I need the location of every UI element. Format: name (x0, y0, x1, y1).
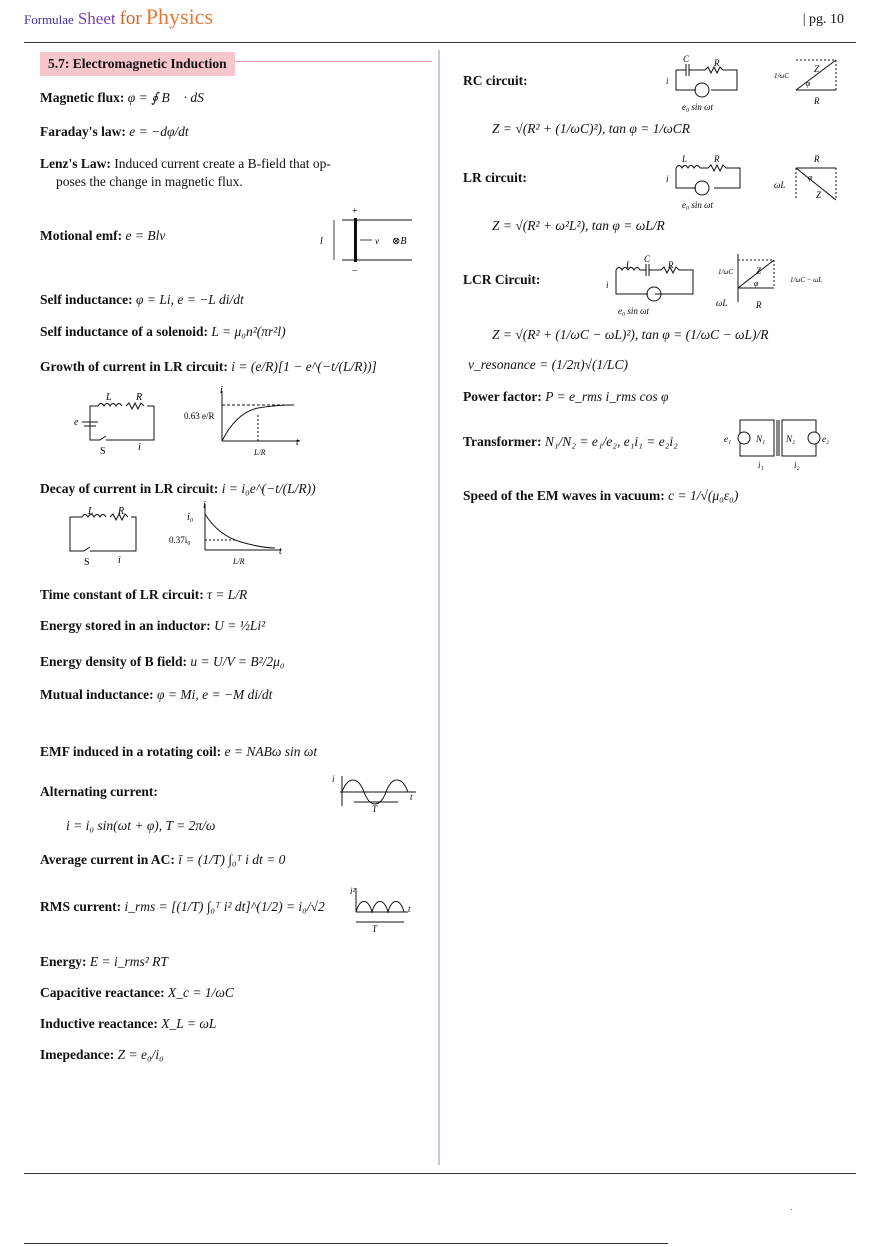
label-inv-omegaC-minus-omegaL: 1/ωC − ωL (790, 276, 823, 284)
lcr-circuit-label: LCR Circuit: (463, 272, 541, 287)
label-L: L (626, 260, 632, 270)
energy-inductor: Energy stored in an inductor: U = ½Li² (40, 618, 266, 633)
rc-circuit-diagram (658, 52, 848, 116)
label-R: R (118, 506, 125, 517)
label-i: i (666, 76, 669, 86)
lr-circuit-label: LR circuit: (463, 170, 527, 185)
label-t: t (296, 437, 299, 448)
label-i1: i₁ (758, 460, 764, 470)
lcr-circuit-diagram (598, 250, 848, 320)
label-e: e (74, 417, 79, 428)
transformer-diagram (722, 412, 840, 476)
power-factor: Power factor: P = e_rms i_rms cos φ (463, 389, 669, 404)
label-omegaL: ωL (774, 180, 786, 190)
average-current: Average current in AC: ī = (1/T) ∫₀ᵀ i dt = 0 (40, 852, 286, 867)
label-phi: φ (806, 79, 811, 88)
label-i0: i₀ (187, 512, 194, 523)
label-phi: φ (808, 173, 813, 182)
label-t: t (408, 904, 411, 914)
label-R: R (136, 392, 143, 403)
capacitive-reactance: Capacitive reactance: X_c = 1/ωC (40, 985, 234, 1000)
label-decay-y: 0.37i₀ (169, 535, 191, 545)
label-N1: N₁ (756, 434, 766, 444)
rotating-coil-emf: EMF induced in a rotating coil: e = NABω sin ωt (40, 744, 318, 759)
ac-sine-graph (328, 772, 420, 818)
label-L-over-R: L/R (233, 557, 245, 566)
rc-circuit-label: RC circuit: (463, 73, 528, 88)
label-R: R (756, 300, 762, 310)
label-omegaL: ωL (716, 298, 728, 308)
label-e0sin: e₀ sin ωt (682, 102, 713, 112)
label-R: R (814, 96, 820, 106)
rc-formula: Z = √(R² + (1/ωC)²), tan φ = 1/ωCR (492, 121, 690, 136)
watermark-mark: · (790, 1204, 793, 1214)
lr-decay: Decay of current in LR circuit: i = i₀e^(−t/(L/R)) (40, 481, 316, 496)
inductive-reactance: Inductive reactance: X_L = ωL (40, 1016, 217, 1031)
label-Z: Z (756, 266, 762, 276)
lcr-formula: Z = √(R² + (1/ωC − ωL)²), tan φ = (1/ωC − ωL)/R (492, 327, 769, 342)
label-i: i (118, 555, 121, 566)
label-R: R (714, 58, 720, 68)
label-growth-y: 0.63 e/R (184, 411, 215, 421)
label-e2: e₂ (822, 434, 830, 444)
label-l: l (320, 236, 323, 247)
alternating-current-formula: i = i₀ sin(ωt + φ), T = 2π/ω (66, 818, 216, 833)
label-T: T (372, 804, 378, 814)
time-constant: Time constant of LR circuit: τ = L/R (40, 587, 248, 602)
motional-emf-diagram (312, 204, 422, 276)
self-inductance: Self inductance: φ = Li, e = −L di/dt (40, 292, 244, 307)
label-i: i (332, 774, 335, 784)
label-e0sin: e₀ sin ωt (618, 306, 649, 316)
title-word-2: Sheet (77, 9, 116, 28)
label-Z: Z (814, 64, 820, 74)
label-N2: N₂ (786, 434, 796, 444)
label-i2: i₂ (794, 460, 800, 470)
label-inv-omegaC: 1/ωC (718, 268, 734, 276)
transformer: Transformer: N₁/N₂ = e₁/e₂, e₁i₁ = e₂i₂ (463, 434, 678, 449)
label-i: i (606, 280, 609, 290)
title-word-4: Physics (145, 4, 214, 29)
lr-growth: Growth of current in LR circuit: i = (e/R)[1 − e^(−t/(L/R))] (40, 359, 377, 374)
lr-decay-circuit (60, 503, 160, 571)
energy-density: Energy density of B field: u = U/V = B²/2μ₀ (40, 654, 285, 669)
lcr-resonance: ν_resonance = (1/2π)√(1/LC) (468, 357, 629, 372)
lenz-law: Lenz's Law: Induced current create a B-field that op- (40, 156, 331, 171)
lenz-law-cont: poses the change in magnetic flux. (56, 174, 243, 189)
label-i: i (666, 174, 669, 184)
page-number: | pg. 10 (802, 12, 844, 27)
label-R: R (814, 154, 820, 164)
label-t: t (410, 792, 413, 802)
label-R: R (668, 260, 674, 270)
lr-formula: Z = √(R² + ω²L²), tan φ = ωL/R (492, 218, 665, 233)
impedance: Imepedance: Z = e₀/i₀ (40, 1047, 164, 1062)
label-i: i (138, 442, 141, 453)
column-divider (438, 50, 440, 1165)
label-L-over-R: L/R (254, 448, 266, 457)
label-L: L (88, 506, 94, 517)
header-rule (24, 42, 856, 43)
label-e1: e₁ (724, 434, 732, 444)
label-i: i (220, 385, 223, 396)
label-minus: − (352, 266, 358, 276)
sheet-title (24, 4, 213, 30)
label-v: v⃗ (375, 236, 386, 246)
label-R: R (714, 154, 720, 164)
label-T: T (372, 924, 378, 934)
label-B: ⊗B⃗ (392, 236, 415, 247)
faraday-law: Faraday's law: e = −dφ/dt (40, 124, 189, 139)
lr-growth-circuit (70, 388, 170, 458)
label-L: L (106, 392, 112, 403)
title-word-1: Formulae (24, 12, 74, 27)
motional-emf: Motional emf: e = Blv (40, 228, 166, 243)
rms-graph (348, 884, 420, 934)
rms-current: RMS current: i_rms = [(1/T) ∫₀ᵀ i² dt]^(1/2) = i₀/√2 (40, 899, 325, 914)
footer-rule (24, 1173, 856, 1174)
footer-rule-bottom (24, 1243, 668, 1244)
label-e0sin: e₀ sin ωt (682, 200, 713, 210)
section-heading: 5.7: Electromagnetic Induction (40, 52, 235, 76)
label-t: t (279, 546, 282, 557)
solenoid-inductance: Self inductance of a solenoid: L = μ₀n²(πr²l) (40, 324, 286, 339)
lr-growth-graph (182, 385, 312, 461)
em-wave-speed: Speed of the EM waves in vacuum: c = 1/√(μ₀ε₀) (463, 488, 739, 503)
label-i-squared: i² (350, 886, 356, 896)
label-i: i (203, 500, 206, 511)
label-inv-omegaC: 1/ωC (774, 72, 790, 80)
magnetic-flux: Magnetic flux: φ = ∮ B⃗ · dS⃗ (40, 90, 215, 105)
title-word-3: for (119, 8, 142, 29)
label-C: C (683, 54, 690, 64)
alternating-current: Alternating current: (40, 784, 158, 799)
mutual-inductance: Mutual inductance: φ = Mi, e = −M di/dt (40, 687, 273, 702)
label-Z: Z (816, 190, 822, 200)
energy: Energy: E = i_rms² RT (40, 954, 168, 969)
lr-decay-graph (165, 500, 295, 574)
label-plus: + (352, 206, 358, 217)
label-S: S (84, 557, 90, 568)
label-S: S (100, 446, 106, 457)
label-C: C (644, 254, 651, 264)
label-L: L (682, 154, 688, 164)
label-phi: φ (754, 279, 759, 288)
lr-circuit-diagram (658, 150, 848, 214)
